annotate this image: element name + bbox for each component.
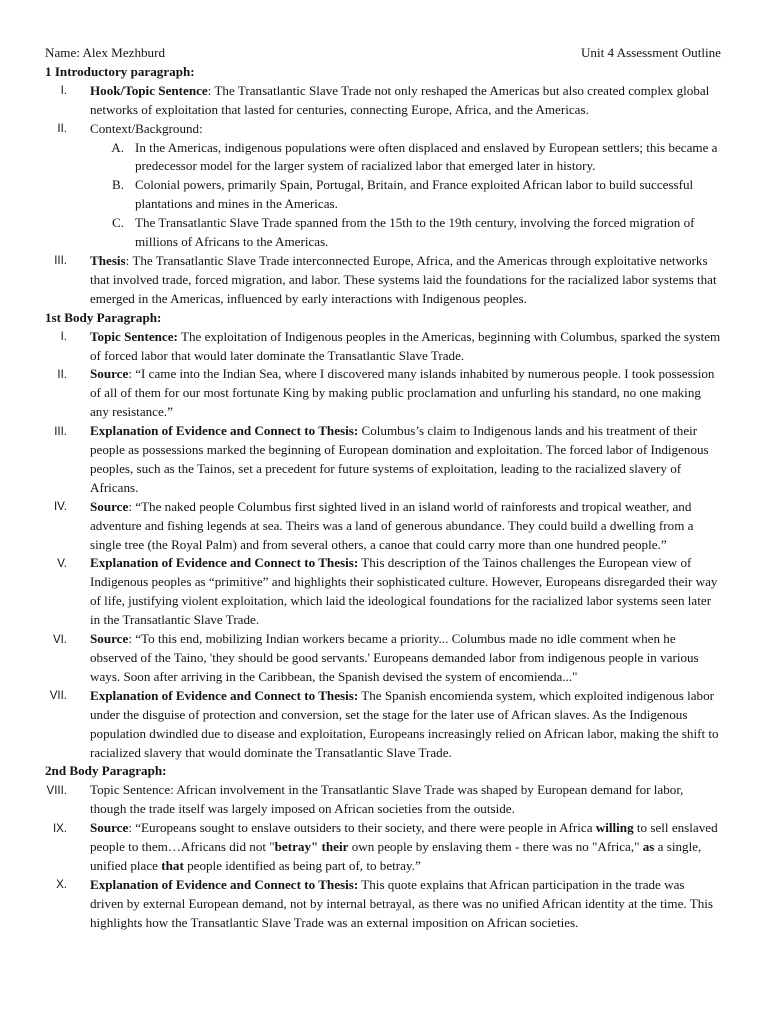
subitem-letter: C. xyxy=(111,215,124,231)
outline-item xyxy=(45,781,721,819)
item-number: V. xyxy=(57,557,67,570)
emphasis-text: that xyxy=(161,857,184,873)
item-label: Source xyxy=(90,366,129,382)
item-number: IV. xyxy=(53,501,67,514)
item-text: : “To this end, mobilizing Indian workers became a priority... Columbus made no idle comment when he observed of the Taino, 'they should be good servants.' Europeans demanded labor from indigenous people in various ways. Soon after arriving in the Caribbean, the Spanish devised the system of encomienda..." xyxy=(90,631,699,684)
outline-subitem xyxy=(45,139,721,177)
item-text: : “I came into the Indian Sea, where I discovered many islands inhabited by numerous people. I took possession of all of them for our most fortunate King by making public proclamation and unfurling his standard, no one making any resistance.” xyxy=(90,366,715,420)
item-text: The Spanish encomienda system, which exploited indigenous labor under the disguise of protection and conversion, set the stage for the later use of African slaves. As the Indigenous population dwindled due to disease and exploitation, Europeans increasingly relied on African labor, making the shift to racialized slavery that would dominate the Transatlantic Slave Trade. xyxy=(90,687,719,760)
outline-item xyxy=(45,876,721,933)
item-label: Source xyxy=(90,498,129,514)
item-label: Explanation of Evidence and Connect to Thesis: xyxy=(90,423,359,439)
emphasis-text: willing xyxy=(595,820,634,836)
section-heading-body1: 1st Body Paragraph: xyxy=(45,309,162,325)
item-number: VI. xyxy=(52,633,67,646)
item-label: Explanation of Evidence and Connect to Thesis: xyxy=(90,876,359,892)
document-header xyxy=(45,44,721,63)
subitem-text: In the Americas, indigenous populations were often displaced and enslaved by European settlers; this became a predecessor model for the larger system of racialized labor that emerged later in history. xyxy=(135,139,718,174)
item-number: III. xyxy=(54,425,67,438)
outline-item xyxy=(45,365,721,422)
outline-subitem xyxy=(45,214,721,252)
item-text: Columbus’s claim to Indigenous lands and his treatment of their people as possessions marked the beginning of European domination and exploitation. The forced labor of Indigenous peoples, such as the Tainos, set a precedent for future systems of exploitation, leading to the racialized slavery of Africans. xyxy=(90,423,709,495)
outline-item xyxy=(45,252,721,309)
subitem-letter: A. xyxy=(111,139,124,155)
document-page xyxy=(45,44,721,933)
item-number: IX. xyxy=(52,822,67,835)
item-text: Context/Background: xyxy=(90,120,203,136)
item-number: II. xyxy=(57,123,67,136)
item-text: people identified as being part of, to betray.” xyxy=(183,857,421,873)
student-name: Name: Alex Mezhburd xyxy=(45,45,165,60)
item-label: Thesis xyxy=(90,252,126,268)
item-label: Source xyxy=(90,820,129,836)
item-number: X. xyxy=(56,879,67,892)
outline-item xyxy=(45,422,721,498)
outline-subitem xyxy=(45,176,721,214)
item-number: I. xyxy=(60,85,67,98)
item-text: a single, unified place xyxy=(90,839,702,873)
section-heading-body2: 2nd Body Paragraph: xyxy=(45,763,167,779)
document-title: Unit 4 Assessment Outline xyxy=(580,45,721,60)
item-text: This description of the Tainos challenges the European view of Indigenous peoples as “primitive” and highlights their sophisticated culture. However, Europeans disregarded their way of life, justifying violent exploitation, which laid the ideological foundations for the racialized labor systems seen later in the Transatlantic Slave Trade. xyxy=(90,555,718,628)
item-number: III. xyxy=(54,255,67,268)
outline-item xyxy=(45,328,721,366)
item-text: to sell enslaved people to them…Africans did not " xyxy=(90,820,718,855)
item-label: Source xyxy=(90,631,129,647)
outline-item xyxy=(45,498,721,555)
item-number: VIII. xyxy=(46,784,67,797)
subitem-letter: B. xyxy=(111,177,124,193)
outline-item xyxy=(45,82,721,120)
item-label: Explanation of Evidence and Connect to Thesis: xyxy=(90,555,359,571)
outline-item xyxy=(45,554,721,630)
emphasis-text: betray" their xyxy=(274,839,349,855)
item-text: The exploitation of Indigenous peoples in the Americas, beginning with Columbus, sparked the system of forced labor that would later dominate the Transatlantic Slave Trade. xyxy=(90,328,721,363)
item-number: I. xyxy=(60,331,67,344)
item-text: : “The naked people Columbus first sighted lived in an island world of rainforests and tropical weather, and adventure and fishing legends at sea. Theirs was a land of generous abundance. They could build a dwelling from a single tree (the Royal Palm) and from several others, a canoe that could carry more than one hundred people.” xyxy=(90,498,694,552)
item-text: own people by enslaving them - there was no "Africa," xyxy=(348,839,643,855)
outline-item xyxy=(45,120,721,139)
outline-item xyxy=(45,687,721,763)
item-text: : “Europeans sought to enslave outsiders to their society, and there were people in Africa xyxy=(128,820,596,836)
emphasis-text: as xyxy=(642,839,655,855)
item-label: Topic Sentence: xyxy=(90,328,178,344)
item-text: Topic Sentence: African involvement in the Transatlantic Slave Trade was shaped by European demand for labor, though the trade itself was largely imposed on African societies from the outside. xyxy=(90,782,684,817)
item-label: Hook/Topic Sentence xyxy=(90,82,208,98)
section-heading-intro: 1 Introductory paragraph: xyxy=(45,63,195,79)
item-label: Explanation of Evidence and Connect to Thesis: xyxy=(90,687,359,703)
outline-item xyxy=(45,819,721,876)
item-text: : The Transatlantic Slave Trade not only reshaped the Americas but also created complex global networks of exploitation that lasted for centuries, connecting Europe, Africa, and the Americas. xyxy=(90,82,710,117)
subitem-text: Colonial powers, primarily Spain, Portugal, Britain, and France exploited African labor to build successful plantations and mines in the Americas. xyxy=(135,177,694,212)
item-text: This quote explains that African participation in the trade was driven by external European demand, not by internal betrayal, as there was no unified African identity at the time. This highlights how the Transatlantic Slave Trade was an external imposition on African societies. xyxy=(90,876,713,930)
item-text: : The Transatlantic Slave Trade interconnected Europe, Africa, and the Americas through exploitative networks that involved trade, forced migration, and labor. These systems laid the foundations for the racialized labor systems that emerged in the Americas, influenced by early interactions with Indigenous peoples. xyxy=(90,252,717,306)
subitem-text: The Transatlantic Slave Trade spanned from the 15th to the 19th century, involving the forced migration of millions of Africans to the Americas. xyxy=(135,215,695,250)
outline-item xyxy=(45,630,721,687)
item-number: VII. xyxy=(49,690,67,703)
item-number: II. xyxy=(57,368,67,381)
